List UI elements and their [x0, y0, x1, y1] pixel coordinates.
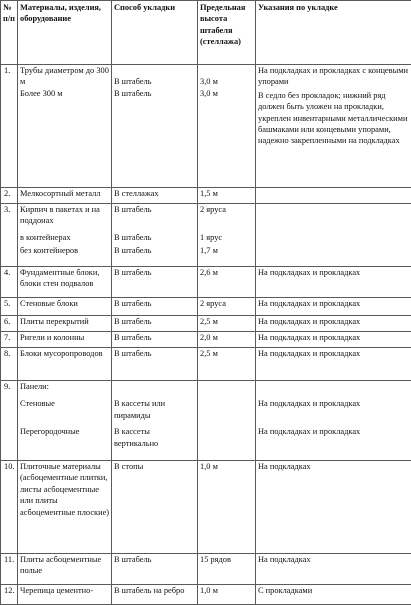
header-material: Материалы, изделия, оборудование: [18, 1, 112, 65]
material-cell: Плиточные материалы (асбоцементные плитки, листы асбоцементные или плиты асбоцементные плоские): [18, 461, 112, 554]
method-cell: В штабель: [112, 554, 198, 585]
material-cell: Мелкосортный металл: [18, 188, 112, 204]
header-height: Предельная высота штабеля (стеллажа): [198, 1, 256, 65]
method-cell: В штабель на ребро: [112, 585, 198, 605]
height-cell: 2 яруса: [198, 298, 256, 316]
table-row: [1, 332, 411, 348]
row-number: 11.: [1, 554, 18, 585]
height-cell: 2,5 м: [198, 348, 256, 381]
height-cell: 3,0 м 3,0 м: [198, 65, 256, 188]
table-row: [1, 188, 411, 204]
table-row: [1, 348, 411, 381]
notes-cell: На подкладках: [256, 554, 411, 585]
notes-cell: На подкладках и прокладках: [256, 332, 411, 348]
row-number: 12.: [1, 585, 18, 605]
height-cell: 1,0 м: [198, 461, 256, 554]
material-cell: Трубы диаметром до 300 м Более 300 м: [18, 65, 112, 188]
table-row: [1, 65, 411, 188]
material-cell: Плиты перекрытий: [18, 316, 112, 332]
notes-cell: На подкладках и прокладках: [256, 267, 411, 298]
height-cell: 1,5 м: [198, 188, 256, 204]
method-cell: В штабель В штабель: [112, 65, 198, 188]
height-cell: 2,0 м: [198, 332, 256, 348]
method-cell: В стопы: [112, 461, 198, 554]
notes-cell: На подкладках и прокладках: [256, 316, 411, 332]
method-cell: В кассеты или пирамиды В кассеты вертикально: [112, 381, 198, 461]
row-number: 9.: [1, 381, 18, 461]
table-row: [1, 298, 411, 316]
height-cell: 15 рядов: [198, 554, 256, 585]
notes-cell: На подкладках и прокладках На подкладках и прокладках: [256, 381, 411, 461]
method-cell: В штабель: [112, 298, 198, 316]
table-row: [1, 267, 411, 298]
height-cell: [198, 381, 256, 461]
material-cell: Кирпич в пакетах и на поддонах в контейнерах без контейнеров: [18, 204, 112, 267]
notes-cell: [256, 188, 411, 204]
notes-cell: С прокладками: [256, 585, 411, 605]
method-cell: В штабель: [112, 267, 198, 298]
row-number: 1.: [1, 65, 18, 188]
row-number: 8.: [1, 348, 18, 381]
height-cell: 1,0 м: [198, 585, 256, 605]
table-row: [1, 204, 411, 267]
notes-cell: [256, 204, 411, 267]
row-number: 5.: [1, 298, 18, 316]
header-notes: Указания по укладке: [256, 1, 411, 65]
material-cell: Плиты асбоцементные полые: [18, 554, 112, 585]
notes-cell: На подкладках: [256, 461, 411, 554]
method-cell: В штабель: [112, 348, 198, 381]
table-row: [1, 585, 411, 605]
material-cell: Стеновые блоки: [18, 298, 112, 316]
notes-cell: На подкладках и прокладках с концевыми упорами В седло без прокладок; нижний ряд должен быть уложен на прокладки, укреплен инвентарными металлическими башмаками или концевыми упорами, надежно закрепленными на подкладках: [256, 65, 411, 188]
method-cell: В штабель В штабель В штабель: [112, 204, 198, 267]
material-cell: Блоки мусоропроводов: [18, 348, 112, 381]
method-cell: В штабель: [112, 332, 198, 348]
header-method: Способ укладки: [112, 1, 198, 65]
material-cell: Панели: Стеновые Перегородочные: [18, 381, 112, 461]
height-cell: 2,5 м: [198, 316, 256, 332]
row-number: 10.: [1, 461, 18, 554]
row-number: 3.: [1, 204, 18, 267]
material-cell: Ригели и колонны: [18, 332, 112, 348]
notes-cell: На подкладках и прокладках: [256, 348, 411, 381]
row-number: 6.: [1, 316, 18, 332]
header-row: [1, 1, 411, 65]
method-cell: В стеллажах: [112, 188, 198, 204]
table-row: [1, 381, 411, 461]
table-row: [1, 316, 411, 332]
row-number: 2.: [1, 188, 18, 204]
row-number: 4.: [1, 267, 18, 298]
row-number: 7.: [1, 332, 18, 348]
table-row: [1, 554, 411, 585]
table-row: [1, 461, 411, 554]
notes-cell: На подкладках и прокладках: [256, 298, 411, 316]
material-cell: Фундаментные блоки, блоки стен подвалов: [18, 267, 112, 298]
height-cell: 2 яруса 1 ярус 1,7 м: [198, 204, 256, 267]
header-num: № п/п: [1, 1, 18, 65]
material-cell: Черепица цементно-: [18, 585, 112, 605]
method-cell: В штабель: [112, 316, 198, 332]
height-cell: 2,6 м: [198, 267, 256, 298]
